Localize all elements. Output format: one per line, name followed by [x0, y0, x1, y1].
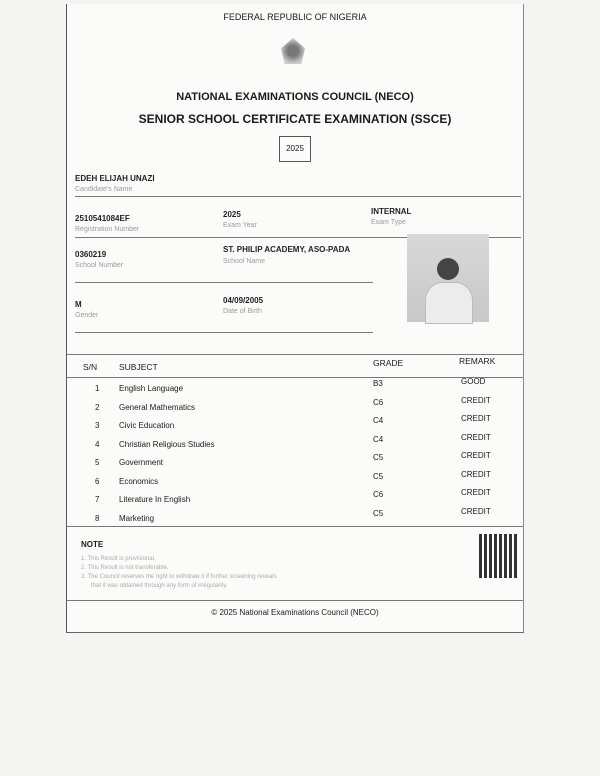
exam-year-label: Exam Year — [223, 222, 257, 229]
date-of-birth: 04/09/2005 — [223, 296, 264, 305]
subject-name: Literature In English — [119, 495, 191, 504]
table-row — [75, 377, 515, 398]
note-title: NOTE — [81, 540, 104, 549]
subject-name: English Language — [119, 384, 184, 393]
note-item: 1. This Result is provisional. — [81, 556, 156, 562]
registration-number-label: Registration Number — [75, 226, 140, 233]
subject-name: Government — [119, 458, 164, 467]
table-row — [75, 414, 515, 435]
grade: C6 — [373, 397, 384, 407]
table-header — [75, 358, 515, 376]
remark: CREDIT — [461, 395, 491, 405]
header-subject: SUBJECT — [119, 362, 158, 372]
country-title: FEDERAL REPUBLIC OF NIGERIA — [223, 12, 367, 22]
remark: GOOD — [461, 377, 486, 386]
footer-copyright: © 2025 National Examinations Council (NECO) — [211, 608, 379, 617]
subject-name: Civic Education — [119, 421, 175, 430]
serial-number: 7 — [95, 495, 100, 504]
exam-type: INTERNAL — [371, 207, 412, 216]
gender: M — [75, 300, 82, 309]
coat-of-arms-logo — [281, 38, 305, 64]
council-title: NATIONAL EXAMINATIONS COUNCIL (NECO) — [176, 91, 414, 103]
date-of-birth-label: Date of Birth — [223, 308, 262, 315]
candidate-photo — [407, 234, 489, 322]
table-row — [75, 395, 515, 417]
school-name: ST. PHILIP ACADEMY, ASO-PADA — [223, 245, 351, 254]
gender-label: Gender — [75, 312, 99, 319]
remark: CREDIT — [461, 451, 491, 460]
remark: CREDIT — [461, 432, 491, 442]
subject-name: Economics — [119, 476, 159, 486]
serial-number: 4 — [95, 439, 100, 449]
header-grade: GRADE — [373, 358, 404, 368]
grade: C5 — [373, 453, 384, 462]
remark: CREDIT — [461, 506, 491, 516]
grade: C4 — [373, 416, 384, 425]
grade: C4 — [373, 434, 384, 444]
table-row — [75, 451, 515, 472]
table-row — [75, 506, 515, 528]
header-sn: S/N — [83, 362, 98, 372]
serial-number: 3 — [95, 421, 100, 430]
candidate-name-label: Candidate's Name — [75, 186, 133, 193]
grade: C6 — [373, 490, 384, 499]
note-item: 2. This Result is not transferable. — [81, 565, 169, 571]
remark: CREDIT — [461, 488, 491, 497]
serial-number: 1 — [95, 384, 100, 393]
qr-code — [479, 534, 519, 578]
exam-title: SENIOR SCHOOL CERTIFICATE EXAMINATION (SSCE) — [138, 112, 452, 126]
result-slip — [66, 4, 524, 633]
table-row — [75, 432, 515, 454]
grade: B3 — [373, 379, 383, 388]
serial-number: 6 — [95, 476, 100, 486]
table-row — [75, 488, 515, 509]
school-name-label: School Name — [223, 258, 266, 265]
serial-number: 2 — [95, 402, 100, 412]
year-box: 2025 — [279, 136, 311, 162]
note-item: that it was obtained through any form of irregularity. — [91, 583, 228, 589]
school-number: 0360219 — [75, 250, 107, 259]
serial-number: 5 — [95, 458, 100, 467]
remark: CREDIT — [461, 414, 491, 423]
table-row — [75, 469, 515, 491]
school-number-label: School Number — [75, 262, 124, 269]
note-item: 3. The Council reserves the right to withdraw it if further screening reveals — [81, 574, 277, 580]
header-remark: REMARK — [459, 356, 496, 366]
subject-name: Marketing — [119, 513, 155, 523]
subject-name: General Mathematics — [119, 402, 196, 412]
grade: C5 — [373, 471, 384, 481]
exam-type-label: Exam Type — [371, 219, 406, 226]
candidate-name: EDEH ELIJAH UNAZI — [75, 174, 155, 183]
registration-number: 2510541084EF — [75, 214, 130, 223]
exam-year: 2025 — [223, 210, 241, 219]
remark: CREDIT — [461, 469, 491, 479]
subject-name: Christian Religious Studies — [119, 439, 215, 449]
serial-number: 8 — [95, 513, 100, 523]
grade: C5 — [373, 508, 384, 518]
